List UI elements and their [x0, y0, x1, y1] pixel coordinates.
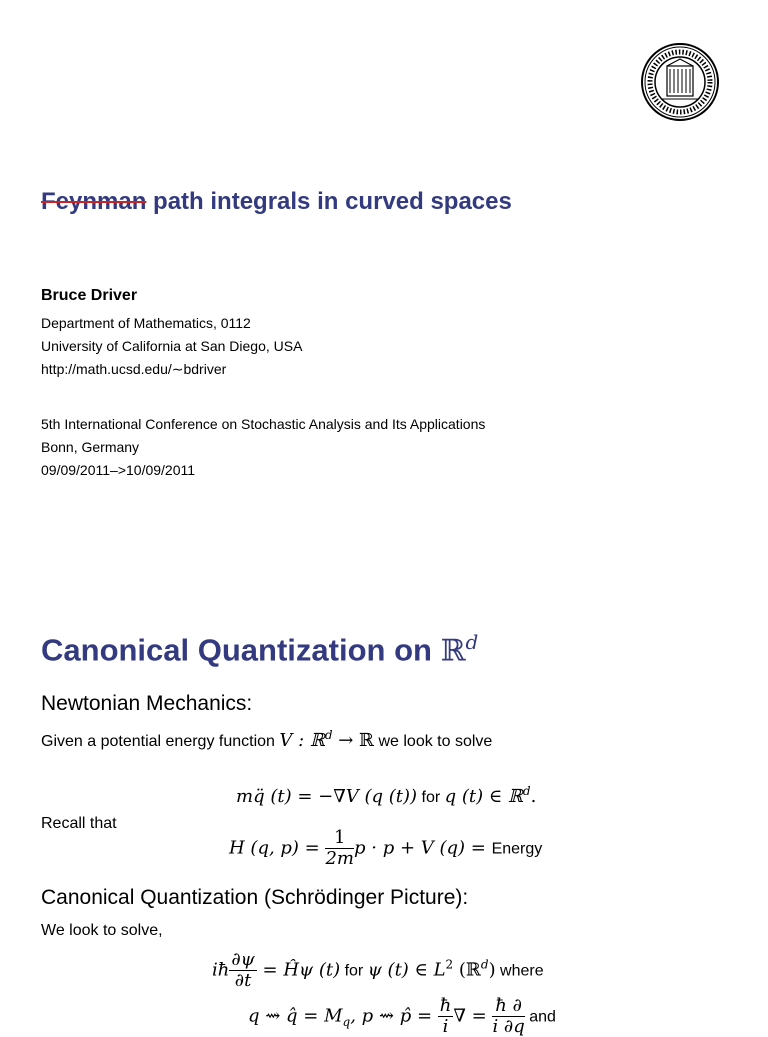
affiliation-url: http://math.ucsd.edu/∼bdriver: [41, 361, 227, 377]
given-sentence: Given a potential energy function V : ℝ$^d$ → ℝ we look to solve: [41, 728, 493, 751]
affiliation: [41, 312, 302, 381]
conference-info: [41, 413, 485, 482]
affiliation-line: University of California at San Diego, USA: [41, 338, 303, 354]
conference-name: 5th International Conference on Stochastic Analysis and Its Applications: [41, 416, 486, 432]
author-name: Bruce Driver: [41, 287, 138, 304]
section-newtonian: Newtonian Mechanics:: [41, 692, 253, 715]
equation-newton: mq̈ (t) = −∇V (q (t)) for q (t) ∈ ℝ$^d$.: [236, 784, 537, 807]
section-canonical: Canonical Quantization (Schrödinger Picture):: [41, 886, 469, 909]
conference-dates: 09/09/2011–>10/09/2011: [41, 462, 196, 478]
we-look-text: We look to solve,: [41, 922, 163, 939]
university-seal-icon: [640, 42, 720, 122]
recall-text: Recall that: [41, 815, 117, 832]
slide2-title: Canonical Quantization on ℝ$^d$: [41, 630, 479, 669]
conference-location: Bonn, Germany: [41, 439, 140, 455]
equation-hamiltonian: H (q, p) = $\frac{1}{2m}$ p · p + V (q) = Energy: [229, 827, 543, 869]
affiliation-line: Department of Mathematics, 0112: [41, 315, 251, 331]
equation-schrodinger: iħ $\frac{\partial\psi}{\partial t}$ = Ĥψ (t) for ψ (t) ∈ $L^2$ (ℝ$^d$) where: [212, 949, 544, 991]
struck-word: Feynman: [41, 188, 147, 215]
title-rest: path integrals in curved spaces: [146, 188, 512, 215]
equation-operators: q ⇝ q̂ = $M_q$, p ⇝ p̂ = $\frac{ħ}{i}$ ∇ = $\frac{ħ \partial}{i \partial q}$ and: [248, 995, 556, 1037]
slide1-title: [41, 188, 512, 216]
